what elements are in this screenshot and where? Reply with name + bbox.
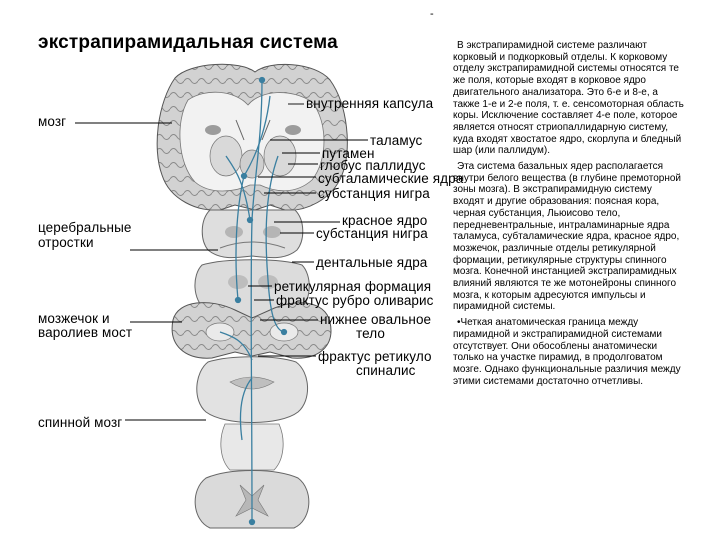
label-thalamus: таламус [370,133,423,148]
body-text [453,40,685,391]
label-putamen: путамен [322,146,375,161]
label-cerebral: церебральные [38,220,132,235]
label-red-nucleus: красное ядро [342,213,428,228]
header-dash: - [430,8,434,20]
label-internal-capsule: внутренняя капсула [306,96,434,111]
paragraph-2: Эта система базальных ядер располагается внутри белого вещества (в глубине премоторной зоны мозга). В экстрапирамидную систему входят и другие образования: поясная кора, черная субстанция, Льюисово тело, передневентральные, интраламинарные ядра таламуса, субталамические ядра, красное ядро, мозжечок, различные отделы ретикулярной формации, ретикулярные структуры спинного мозга. Конечной инстанцией экстрапирамидных влияний являются те же мотонейроны спинного мозга, к которым адресуются импульсы и пирамидной системы. [453,161,682,313]
brain-diagram [30,60,464,530]
label-rubro-olivary-tract: фрактус рубро оливарис [276,293,434,308]
label-subthalamic-nuclei: субталамические ядра [318,171,464,186]
label-reticulospinal-tract-line2: спиналис [356,363,416,378]
label-brain: мозг [38,114,67,129]
label-dentate-nuclei: дентальные ядра [316,255,428,270]
label-inferior-olive-line2: тело [356,326,386,341]
label-substantia-nigra-lower: субстанция нигра [316,226,428,241]
page-title: экстрапирамидальная система [38,32,338,53]
label-processes: отростки [38,235,94,250]
label-reticulospinal-tract: фрактус ретикуло [318,349,432,364]
label-substantia-nigra-upper: субстанция нигра [318,186,430,201]
label-inferior-olive: нижнее овальное [320,312,432,327]
label-globus-pallidus: глобус паллидус [320,158,426,173]
label-reticular-formation: ретикулярная формация [274,279,432,294]
label-cerebellum: мозжечок и [38,311,110,326]
label-spinal-cord: спинной мозг [38,415,123,430]
paragraph-3: •Четкая анатомическая граница между пирамидной и экстрапирамидной системами отсутствует. Они обособлены анатомически только на участке пирамид, в продолговатом мозге. Однако функциональные различия между этими системами достаточно отчетливы. [453,317,681,387]
paragraph-1: В экстрапирамидной системе различают корковый и подкорковый отделы. К корковому отделу экстрапирамидной системы относятся те же поля, которые входят в корковое ядро двигательного анализатора. Это 6-е и 8-е, а также 1-е и 2-е поля, т. е. сенсомоторная область коры. Исключение составляет 4-е поле, которое является относят стриопаллидарную систему, куда входят хвостатое ядро, скорлупа и бледный шар (или паллидум). [453,40,684,157]
label-pons: варолиев мост [38,325,133,340]
